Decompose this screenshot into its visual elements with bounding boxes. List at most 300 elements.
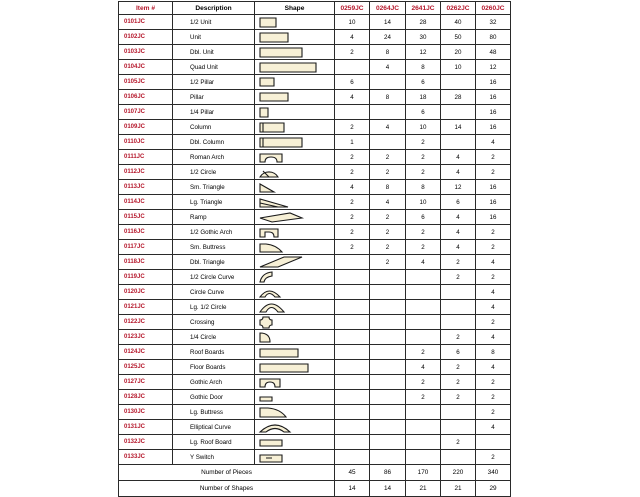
- header-set-4: 0262JC: [441, 2, 476, 15]
- quantity-cell: 2: [335, 210, 370, 225]
- quantity-cell: [335, 405, 370, 420]
- quantity-cell: [370, 135, 406, 150]
- quantity-cell: 2: [441, 390, 476, 405]
- quantity-cell: 30: [406, 30, 441, 45]
- crossing-icon: [258, 315, 320, 329]
- table-row: [119, 390, 511, 405]
- item-shape-cell: [255, 120, 335, 135]
- quantity-cell: [406, 435, 441, 450]
- quantity-cell: 2: [335, 240, 370, 255]
- quantity-cell: 6: [406, 105, 441, 120]
- quantity-cell: [406, 285, 441, 300]
- header-shape: Shape: [255, 2, 335, 15]
- quantity-cell: 2: [406, 390, 441, 405]
- table-row: [119, 120, 511, 135]
- header-set-1: 0259JC: [335, 2, 370, 15]
- quantity-cell: [370, 420, 406, 435]
- small-buttress-icon: [258, 240, 320, 254]
- quantity-cell: 4: [476, 360, 511, 375]
- quantity-cell: [370, 285, 406, 300]
- item-shape-cell: [255, 360, 335, 375]
- quantity-cell: 4: [370, 120, 406, 135]
- table-row: [119, 165, 511, 180]
- quantity-cell: [335, 360, 370, 375]
- item-description: Roof Boards: [173, 345, 255, 360]
- item-number: 0124JC: [119, 345, 173, 360]
- quantity-cell: 6: [441, 345, 476, 360]
- pillar-icon: [258, 90, 320, 104]
- quantity-cell: 20: [441, 45, 476, 60]
- item-shape-cell: [255, 90, 335, 105]
- shapes-total-cell: 14: [335, 481, 370, 497]
- item-number: 0118JC: [119, 255, 173, 270]
- table-row: [119, 135, 511, 150]
- roof-board-icon: [258, 345, 320, 359]
- quantity-cell: [441, 105, 476, 120]
- item-number: 0125JC: [119, 360, 173, 375]
- quantity-cell: 10: [441, 60, 476, 75]
- shapes-total-cell: 14: [370, 481, 406, 497]
- shapes-total-cell: 21: [406, 481, 441, 497]
- quantity-cell: 4: [476, 285, 511, 300]
- table-row: [119, 255, 511, 270]
- header-row: [119, 2, 511, 15]
- quantity-cell: 8: [370, 90, 406, 105]
- item-number: 0122JC: [119, 315, 173, 330]
- item-number: 0113JC: [119, 180, 173, 195]
- roman-arch-icon: [258, 150, 320, 164]
- quantity-cell: 28: [441, 90, 476, 105]
- quantity-cell: 2: [335, 165, 370, 180]
- quantity-cell: 4: [476, 300, 511, 315]
- quantity-cell: 16: [476, 195, 511, 210]
- quantity-cell: 4: [476, 255, 511, 270]
- item-shape-cell: [255, 390, 335, 405]
- table-row: [119, 375, 511, 390]
- item-number: 0111JC: [119, 150, 173, 165]
- item-description: Unit: [173, 30, 255, 45]
- item-description: 1/2 Pillar: [173, 75, 255, 90]
- item-description: Dbl. Unit: [173, 45, 255, 60]
- quantity-cell: 2: [370, 210, 406, 225]
- quarter-circle-icon: [258, 330, 320, 344]
- item-number: 0120JC: [119, 285, 173, 300]
- item-number: 0121JC: [119, 300, 173, 315]
- table-row: [119, 225, 511, 240]
- item-shape-cell: [255, 195, 335, 210]
- quantity-cell: 2: [406, 165, 441, 180]
- quantity-cell: [441, 450, 476, 465]
- item-shape-cell: [255, 315, 335, 330]
- table-row: [119, 435, 511, 450]
- quantity-cell: 4: [406, 360, 441, 375]
- pieces-total-cell: 86: [370, 465, 406, 481]
- quantity-cell: 2: [441, 435, 476, 450]
- pieces-total-cell: 220: [441, 465, 476, 481]
- quantity-cell: 2: [335, 45, 370, 60]
- quantity-cell: 16: [476, 120, 511, 135]
- item-number: 0130JC: [119, 405, 173, 420]
- quantity-cell: [441, 135, 476, 150]
- item-description: Sm. Triangle: [173, 180, 255, 195]
- quantity-cell: 2: [476, 240, 511, 255]
- quantity-cell: [370, 375, 406, 390]
- quantity-cell: 2: [370, 150, 406, 165]
- half-pillar-icon: [258, 75, 320, 89]
- quantity-cell: [335, 255, 370, 270]
- item-description: Dbl. Column: [173, 135, 255, 150]
- quantity-cell: 4: [335, 180, 370, 195]
- quantity-cell: [335, 420, 370, 435]
- quantity-cell: 16: [476, 90, 511, 105]
- ramp-icon: [258, 210, 320, 224]
- item-number: 0107JC: [119, 105, 173, 120]
- item-description: Lg. Buttress: [173, 405, 255, 420]
- quantity-cell: 8: [370, 180, 406, 195]
- quantity-cell: 24: [370, 30, 406, 45]
- item-number: 0116JC: [119, 225, 173, 240]
- pieces-total-row: [119, 465, 511, 481]
- quantity-cell: [370, 315, 406, 330]
- item-number: 0117JC: [119, 240, 173, 255]
- item-description: 1/2 Circle Curve: [173, 270, 255, 285]
- quantity-cell: [335, 375, 370, 390]
- quantity-cell: [370, 450, 406, 465]
- item-number: 0133JC: [119, 450, 173, 465]
- item-number: 0131JC: [119, 420, 173, 435]
- quantity-cell: [406, 300, 441, 315]
- quantity-cell: [335, 60, 370, 75]
- large-buttress-icon: [258, 405, 320, 419]
- quantity-cell: 12: [441, 180, 476, 195]
- quantity-cell: 2: [335, 150, 370, 165]
- item-description: 1/2 Gothic Arch: [173, 225, 255, 240]
- header-item: Item #: [119, 2, 173, 15]
- quantity-cell: [370, 435, 406, 450]
- quantity-cell: 4: [335, 30, 370, 45]
- item-description: 1/2 Circle: [173, 165, 255, 180]
- quantity-cell: [335, 345, 370, 360]
- quantity-cell: 6: [406, 210, 441, 225]
- quantity-cell: 2: [441, 330, 476, 345]
- quantity-cell: [476, 435, 511, 450]
- half-gothic-arch-icon: [258, 225, 320, 239]
- quantity-cell: 4: [441, 165, 476, 180]
- item-description: Lg. Triangle: [173, 195, 255, 210]
- table-row: [119, 270, 511, 285]
- quantity-cell: [406, 420, 441, 435]
- item-shape-cell: [255, 60, 335, 75]
- table-row: [119, 210, 511, 225]
- quantity-cell: 2: [476, 450, 511, 465]
- item-description: Ramp: [173, 210, 255, 225]
- unit-icon: [258, 30, 320, 44]
- large-half-circle-icon: [258, 300, 320, 314]
- quantity-cell: [335, 270, 370, 285]
- item-number: 0132JC: [119, 435, 173, 450]
- quantity-cell: 2: [476, 165, 511, 180]
- quantity-cell: [441, 315, 476, 330]
- header-description: Description: [173, 2, 255, 15]
- item-shape-cell: [255, 180, 335, 195]
- double-column-icon: [258, 135, 320, 149]
- quantity-cell: 4: [441, 240, 476, 255]
- quantity-cell: 4: [406, 255, 441, 270]
- quantity-cell: 2: [476, 405, 511, 420]
- quantity-cell: 12: [476, 60, 511, 75]
- item-description: Quad Unit: [173, 60, 255, 75]
- table-row: [119, 345, 511, 360]
- quantity-cell: 2: [476, 315, 511, 330]
- quantity-cell: [335, 390, 370, 405]
- large-triangle-icon: [258, 195, 320, 209]
- quantity-cell: 8: [476, 345, 511, 360]
- table-body: [119, 15, 511, 465]
- item-shape-cell: [255, 450, 335, 465]
- large-roof-board-icon: [258, 435, 320, 449]
- quantity-cell: [441, 420, 476, 435]
- item-shape-cell: [255, 255, 335, 270]
- floor-board-icon: [258, 360, 320, 374]
- quantity-cell: 16: [476, 180, 511, 195]
- item-description: Column: [173, 120, 255, 135]
- quantity-cell: [406, 405, 441, 420]
- quantity-cell: [441, 75, 476, 90]
- table-row: [119, 360, 511, 375]
- item-number: 0103JC: [119, 45, 173, 60]
- item-description: Dbl. Triangle: [173, 255, 255, 270]
- item-description: Pillar: [173, 90, 255, 105]
- quantity-cell: 10: [335, 15, 370, 30]
- item-shape-cell: [255, 285, 335, 300]
- quantity-cell: 4: [476, 420, 511, 435]
- quantity-cell: 2: [476, 270, 511, 285]
- table-row: [119, 450, 511, 465]
- item-number: 0115JC: [119, 210, 173, 225]
- gothic-arch-icon: [258, 375, 320, 389]
- table-row: [119, 75, 511, 90]
- item-description: Gothic Arch: [173, 375, 255, 390]
- item-number: 0104JC: [119, 60, 173, 75]
- quantity-cell: 32: [476, 15, 511, 30]
- shapes-total-label: Number of Shapes: [119, 481, 335, 497]
- item-number: 0128JC: [119, 390, 173, 405]
- quantity-cell: 10: [406, 195, 441, 210]
- quantity-cell: 2: [441, 255, 476, 270]
- item-number: 0102JC: [119, 30, 173, 45]
- item-shape-cell: [255, 405, 335, 420]
- quantity-cell: 4: [441, 150, 476, 165]
- pieces-total-cell: 170: [406, 465, 441, 481]
- quad-unit-icon: [258, 60, 320, 74]
- quantity-cell: [335, 435, 370, 450]
- item-description: Y Switch: [173, 450, 255, 465]
- quantity-cell: 2: [476, 225, 511, 240]
- quarter-pillar-icon: [258, 105, 320, 119]
- header-set-2: 0264JC: [370, 2, 406, 15]
- quantity-cell: [335, 285, 370, 300]
- table-row: [119, 420, 511, 435]
- item-description: Sm. Buttress: [173, 240, 255, 255]
- quantity-cell: [370, 75, 406, 90]
- item-shape-cell: [255, 105, 335, 120]
- table-row: [119, 240, 511, 255]
- quantity-cell: [441, 300, 476, 315]
- item-shape-cell: [255, 225, 335, 240]
- table-row: [119, 285, 511, 300]
- quantity-cell: 2: [406, 150, 441, 165]
- table-row: [119, 30, 511, 45]
- item-shape-cell: [255, 45, 335, 60]
- item-number: 0119JC: [119, 270, 173, 285]
- shapes-total-row: [119, 481, 511, 497]
- quantity-cell: 1: [335, 135, 370, 150]
- item-number: 0109JC: [119, 120, 173, 135]
- table-row: [119, 315, 511, 330]
- item-number: 0112JC: [119, 165, 173, 180]
- quantity-cell: 4: [441, 210, 476, 225]
- circle-curve-icon: [258, 285, 320, 299]
- quantity-cell: 2: [406, 240, 441, 255]
- item-description: 1/4 Circle: [173, 330, 255, 345]
- quantity-cell: 4: [370, 60, 406, 75]
- block-inventory-table: [118, 1, 511, 497]
- quantity-cell: 2: [476, 375, 511, 390]
- quantity-cell: [335, 315, 370, 330]
- shapes-total-cell: 21: [441, 481, 476, 497]
- table-row: [119, 45, 511, 60]
- quantity-cell: 6: [335, 75, 370, 90]
- header-set-3: 2641JC: [406, 2, 441, 15]
- item-shape-cell: [255, 150, 335, 165]
- quantity-cell: 4: [476, 330, 511, 345]
- double-unit-icon: [258, 45, 320, 59]
- quantity-cell: [406, 270, 441, 285]
- quantity-cell: [370, 105, 406, 120]
- pieces-total-cell: 340: [476, 465, 511, 481]
- quantity-cell: 2: [370, 225, 406, 240]
- y-switch-icon: [258, 450, 320, 464]
- quantity-cell: 50: [441, 30, 476, 45]
- item-description: Lg. 1/2 Circle: [173, 300, 255, 315]
- item-number: 0110JC: [119, 135, 173, 150]
- item-description: Floor Boards: [173, 360, 255, 375]
- quantity-cell: [370, 360, 406, 375]
- half-circle-icon: [258, 165, 320, 179]
- quantity-cell: [335, 330, 370, 345]
- item-number: 0101JC: [119, 15, 173, 30]
- shapes-total-cell: 29: [476, 481, 511, 497]
- item-shape-cell: [255, 15, 335, 30]
- quantity-cell: 4: [335, 90, 370, 105]
- elliptical-curve-icon: [258, 420, 320, 434]
- quantity-cell: [370, 330, 406, 345]
- quantity-cell: [335, 300, 370, 315]
- pieces-total-label: Number of Pieces: [119, 465, 335, 481]
- item-number: 0123JC: [119, 330, 173, 345]
- item-shape-cell: [255, 210, 335, 225]
- quantity-cell: 14: [370, 15, 406, 30]
- quantity-cell: 2: [406, 375, 441, 390]
- quantity-cell: 4: [441, 225, 476, 240]
- item-description: Gothic Door: [173, 390, 255, 405]
- item-shape-cell: [255, 270, 335, 285]
- double-triangle-icon: [258, 255, 320, 269]
- item-shape-cell: [255, 435, 335, 450]
- quantity-cell: 2: [335, 225, 370, 240]
- column-icon: [258, 120, 320, 134]
- table-row: [119, 180, 511, 195]
- half-circle-curve-icon: [258, 270, 320, 284]
- quantity-cell: 80: [476, 30, 511, 45]
- quantity-cell: 2: [406, 135, 441, 150]
- quantity-cell: 2: [476, 150, 511, 165]
- item-description: Elliptical Curve: [173, 420, 255, 435]
- item-shape-cell: [255, 30, 335, 45]
- quantity-cell: 2: [476, 390, 511, 405]
- quantity-cell: 16: [476, 75, 511, 90]
- small-triangle-icon: [258, 180, 320, 194]
- quantity-cell: [370, 390, 406, 405]
- quantity-cell: 8: [370, 45, 406, 60]
- quantity-cell: 48: [476, 45, 511, 60]
- item-shape-cell: [255, 240, 335, 255]
- item-shape-cell: [255, 165, 335, 180]
- table-row: [119, 60, 511, 75]
- quantity-cell: 2: [370, 240, 406, 255]
- quantity-cell: 12: [406, 45, 441, 60]
- item-number: 0114JC: [119, 195, 173, 210]
- totals: [119, 465, 511, 497]
- quantity-cell: [370, 270, 406, 285]
- quantity-cell: 2: [441, 270, 476, 285]
- quantity-cell: [370, 300, 406, 315]
- quantity-cell: 14: [441, 120, 476, 135]
- quantity-cell: [441, 285, 476, 300]
- quantity-cell: 8: [406, 180, 441, 195]
- table-row: [119, 150, 511, 165]
- table-row: [119, 195, 511, 210]
- table-row: [119, 15, 511, 30]
- quantity-cell: 40: [441, 15, 476, 30]
- gothic-door-icon: [258, 390, 320, 404]
- quantity-cell: [406, 315, 441, 330]
- quantity-cell: 6: [406, 75, 441, 90]
- quantity-cell: 6: [441, 195, 476, 210]
- quantity-cell: 2: [370, 165, 406, 180]
- item-shape-cell: [255, 420, 335, 435]
- item-shape-cell: [255, 345, 335, 360]
- quantity-cell: 16: [476, 210, 511, 225]
- item-description: Lg. Roof Board: [173, 435, 255, 450]
- item-description: Circle Curve: [173, 285, 255, 300]
- item-description: 1/4 Pillar: [173, 105, 255, 120]
- quantity-cell: [441, 405, 476, 420]
- table-row: [119, 90, 511, 105]
- table-row: [119, 405, 511, 420]
- header-set-5: 0260JC: [476, 2, 511, 15]
- quantity-cell: 2: [406, 345, 441, 360]
- item-shape-cell: [255, 75, 335, 90]
- quantity-cell: 2: [441, 375, 476, 390]
- quantity-cell: 16: [476, 105, 511, 120]
- item-shape-cell: [255, 135, 335, 150]
- quantity-cell: [335, 105, 370, 120]
- quantity-cell: 4: [476, 135, 511, 150]
- quantity-cell: 2: [335, 120, 370, 135]
- table-row: [119, 330, 511, 345]
- half-unit-icon: [258, 15, 320, 29]
